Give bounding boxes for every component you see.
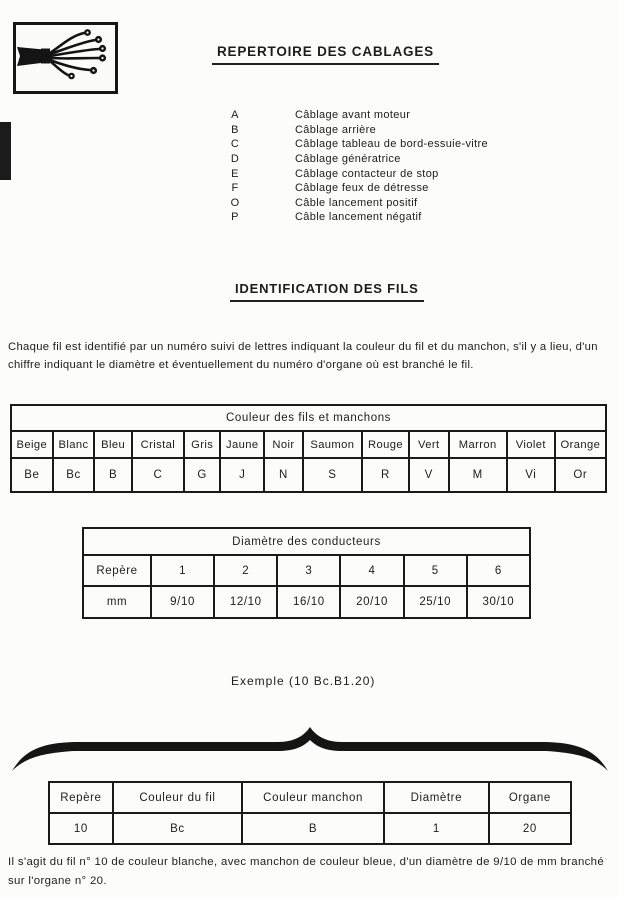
cable-label: Câble lancement positif bbox=[295, 196, 418, 209]
repere-value: 6 bbox=[467, 555, 530, 586]
list-item bbox=[228, 152, 488, 167]
color-table bbox=[10, 404, 607, 493]
color-name: Bleu bbox=[94, 431, 132, 458]
repere-value: 3 bbox=[277, 555, 340, 586]
list-item bbox=[228, 196, 488, 211]
color-code: J bbox=[220, 458, 264, 492]
color-code: Vi bbox=[507, 458, 555, 492]
section-title: IDENTIFICATION DES FILS bbox=[230, 281, 424, 302]
color-code: Bc bbox=[53, 458, 95, 492]
wiring-harness-icon bbox=[16, 25, 109, 85]
cable-label: Câblage contacteur de stop bbox=[295, 167, 439, 180]
cable-code: B bbox=[231, 123, 239, 136]
color-code: M bbox=[449, 458, 507, 492]
cell-value: Bc bbox=[113, 813, 242, 844]
color-name: Noir bbox=[264, 431, 303, 458]
cable-code: E bbox=[231, 167, 239, 180]
column-header: Organe bbox=[489, 782, 571, 813]
repere-value: 4 bbox=[340, 555, 403, 586]
cable-label: Câblage avant moteur bbox=[295, 109, 411, 122]
page-edge-tab bbox=[0, 122, 11, 180]
color-name: Blanc bbox=[53, 431, 95, 458]
page-title: REPERTOIRE DES CABLAGES bbox=[212, 44, 439, 65]
repere-value: 5 bbox=[404, 555, 467, 586]
color-name: Gris bbox=[184, 431, 220, 458]
color-name: Jaune bbox=[220, 431, 264, 458]
cell-value: 1 bbox=[384, 813, 489, 844]
color-name: Orange bbox=[555, 431, 606, 458]
color-name: Beige bbox=[11, 431, 53, 458]
cable-label: Câblage tableau de bord-essuie-vitre bbox=[295, 138, 488, 151]
mm-value: 30/10 bbox=[467, 586, 530, 618]
cell-value: 10 bbox=[49, 813, 113, 844]
color-code: R bbox=[362, 458, 409, 492]
cable-code: A bbox=[231, 109, 239, 122]
list-item bbox=[228, 210, 488, 225]
column-header: Diamètre bbox=[384, 782, 489, 813]
row-label: mm bbox=[83, 586, 151, 618]
row-label: Repère bbox=[83, 555, 151, 586]
color-code: V bbox=[409, 458, 449, 492]
color-name: Cristal bbox=[132, 431, 184, 458]
wiring-harness-illustration bbox=[13, 22, 118, 94]
diameter-table bbox=[82, 527, 531, 619]
column-header: Repère bbox=[49, 782, 113, 813]
list-item bbox=[228, 166, 488, 181]
color-code: C bbox=[132, 458, 184, 492]
mm-value: 20/10 bbox=[340, 586, 403, 618]
cable-index-list bbox=[228, 108, 488, 225]
repere-value: 2 bbox=[214, 555, 277, 586]
cable-code: P bbox=[231, 211, 239, 224]
color-code: G bbox=[184, 458, 220, 492]
list-item bbox=[228, 137, 488, 152]
cable-code: C bbox=[230, 138, 240, 151]
cable-code: O bbox=[230, 196, 240, 209]
diameter-table-title: Diamètre des conducteurs bbox=[83, 528, 530, 555]
color-code: S bbox=[303, 458, 362, 492]
cable-label: Câblage arrière bbox=[295, 123, 377, 136]
mm-value: 25/10 bbox=[404, 586, 467, 618]
color-code: N bbox=[264, 458, 303, 492]
brace-icon bbox=[10, 727, 610, 773]
cable-label: Câblage feux de détresse bbox=[295, 182, 429, 195]
intro-paragraph: Chaque fil est identifié par un numéro suivi de lettres indiquant la couleur du fil et du manchon, s'il y a lieu, d'un chiffre indiquant le diamètre et éventuellement du numéro d'organe où est branché le fil. bbox=[8, 341, 598, 371]
color-name: Saumon bbox=[303, 431, 362, 458]
color-table-title: Couleur des fils et manchons bbox=[11, 405, 606, 431]
color-code: Be bbox=[11, 458, 53, 492]
example-caption: Exemple (10 Bc.B1.20) bbox=[231, 674, 376, 688]
cell-value: B bbox=[242, 813, 384, 844]
cable-code: D bbox=[230, 153, 240, 166]
cable-code: F bbox=[231, 182, 239, 195]
column-header: Couleur du fil bbox=[113, 782, 242, 813]
cell-value: 20 bbox=[489, 813, 571, 844]
example-table bbox=[48, 781, 572, 845]
color-name: Marron bbox=[449, 431, 507, 458]
column-header: Couleur manchon bbox=[242, 782, 384, 813]
color-name: Violet bbox=[507, 431, 555, 458]
cable-label: Câblage génératrice bbox=[295, 153, 401, 166]
color-code: B bbox=[94, 458, 132, 492]
list-item bbox=[228, 123, 488, 138]
repere-value: 1 bbox=[151, 555, 214, 586]
color-name: Vert bbox=[409, 431, 449, 458]
color-name: Rouge bbox=[362, 431, 409, 458]
color-code: Or bbox=[555, 458, 606, 492]
mm-value: 9/10 bbox=[151, 586, 214, 618]
cable-label: Câble lancement négatif bbox=[295, 211, 422, 224]
mm-value: 16/10 bbox=[277, 586, 340, 618]
list-item bbox=[228, 108, 488, 123]
footer-paragraph: Il s'agit du fil n° 10 de couleur blanche, avec manchon de couleur bleue, d'un diamètre de 9/10 de mm branché sur l'organe n° 20. bbox=[8, 856, 605, 887]
mm-value: 12/10 bbox=[214, 586, 277, 618]
list-item bbox=[228, 181, 488, 196]
